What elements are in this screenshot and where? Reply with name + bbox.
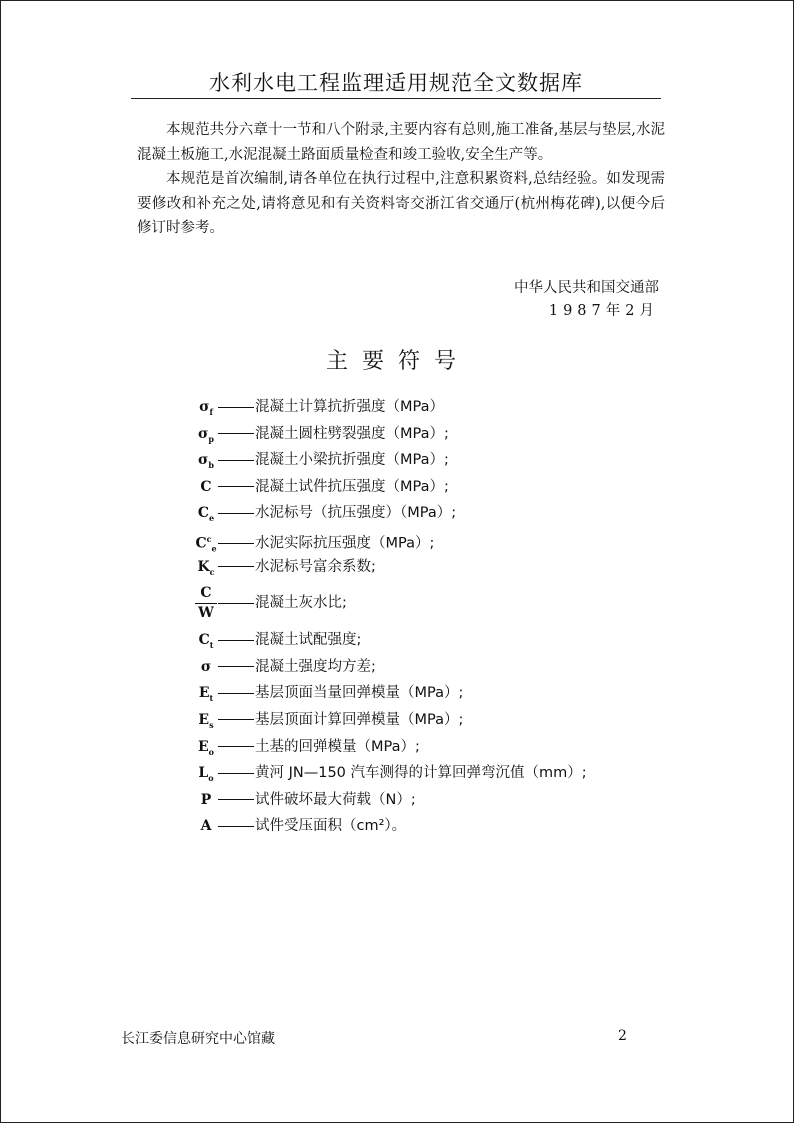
symbol-description: 混凝土强度均方差; xyxy=(255,658,376,675)
fraction-denominator: W xyxy=(198,604,214,621)
symbol-row xyxy=(195,446,587,473)
symbol-dash xyxy=(218,746,254,747)
header-title: 水利水电工程监理适用规范全文数据库 xyxy=(209,71,583,95)
symbols-title: 主要符号 xyxy=(325,349,470,374)
symbol-subscript: f xyxy=(209,406,213,417)
symbol-dash xyxy=(218,433,254,434)
symbol-dash xyxy=(218,460,254,461)
symbol-description: 土基的回弹模量（MPa）; xyxy=(255,738,420,755)
symbol-row xyxy=(195,420,587,447)
symbol-row xyxy=(195,653,587,680)
symbol-row xyxy=(195,759,587,786)
symbol-subscript: o xyxy=(208,772,214,783)
symbol-description: 混凝土计算抗折强度（MPa） xyxy=(255,399,444,415)
symbol-row xyxy=(195,579,587,626)
symbol-subscript: c xyxy=(209,566,215,577)
symbol-fraction xyxy=(195,585,217,622)
symbol-dash xyxy=(218,543,254,544)
symbol-row xyxy=(195,473,587,500)
symbol-description: 混凝土试件抗压强度（MPa）; xyxy=(255,478,449,495)
signature-org: 中华人民共和国交通部 xyxy=(514,280,659,296)
symbol-base: A xyxy=(200,818,212,835)
symbol xyxy=(195,813,217,840)
symbol-row xyxy=(195,553,587,580)
signature-date: 1987年2月 xyxy=(548,303,659,319)
symbol-subscript: e xyxy=(211,543,217,554)
symbol-description: 水泥实际抗压强度（MPa）; xyxy=(255,535,435,552)
symbol-dash xyxy=(218,826,254,827)
symbol-row xyxy=(195,812,587,839)
symbol-base: C xyxy=(197,505,210,522)
symbol-dash xyxy=(218,486,254,487)
symbol-description: 混凝土灰水比; xyxy=(255,595,347,612)
intro-text xyxy=(137,118,665,241)
symbol-description: 基层顶面计算回弹模量（MPa）; xyxy=(255,711,464,728)
symbol-description: 混凝土小梁抗折强度（MPa）; xyxy=(255,452,449,469)
symbol-row xyxy=(195,786,587,813)
symbol-base: E xyxy=(197,738,209,755)
symbol-dash xyxy=(218,640,254,641)
symbol-base: σ xyxy=(198,452,209,469)
symbol-base: C xyxy=(200,478,212,495)
symbol-description: 混凝土试配强度; xyxy=(255,632,362,649)
page-number: 2 xyxy=(618,1028,627,1044)
symbol-base: C xyxy=(195,535,207,552)
symbol xyxy=(195,474,217,501)
symbol-dash xyxy=(218,407,254,408)
symbol-row xyxy=(195,706,587,733)
symbol-dash xyxy=(218,603,254,604)
symbol-superscript: c xyxy=(206,533,212,544)
symbol-dash xyxy=(218,799,254,800)
symbol-subscript: t xyxy=(209,639,214,650)
symbol-description: 试件受压面积（cm²）。 xyxy=(255,818,407,835)
symbol-row xyxy=(195,393,587,420)
symbol xyxy=(195,787,217,814)
symbol-subscript: s xyxy=(209,719,214,730)
symbol-list xyxy=(195,393,587,839)
symbol-subscript: b xyxy=(208,459,214,470)
symbol-base: σ xyxy=(198,425,209,442)
symbol xyxy=(195,654,217,681)
symbol-base: σ xyxy=(199,399,210,415)
symbol-subscript: t xyxy=(209,693,214,704)
symbol-dash xyxy=(218,719,254,720)
symbol-description: 基层顶面当量回弹模量（MPa）; xyxy=(255,685,464,702)
header-divider xyxy=(131,98,661,99)
symbol-base: σ xyxy=(200,658,212,675)
symbol-row xyxy=(195,733,587,760)
symbol-base: C xyxy=(198,632,210,649)
symbol-description: 混凝土圆柱劈裂强度（MPa）; xyxy=(255,425,449,442)
symbol-dash xyxy=(218,513,254,514)
symbol-description: 水泥标号（抗压强度）（MPa）; xyxy=(255,505,457,522)
intro-paragraph-1: 本规范共分六章十一节和八个附录,主要内容有总则,施工准备,基层与垫层,水泥混凝土板施工,水泥混凝土路面质量检查和竣工验收,安全生产等。 xyxy=(137,122,665,163)
symbol-dash xyxy=(218,773,254,774)
symbol-description: 黄河 JN—150 汽车测得的计算回弹弯沉值（mm）; xyxy=(255,765,587,782)
symbol-row xyxy=(195,499,587,526)
symbol-dash xyxy=(218,693,254,694)
symbol-base: L xyxy=(198,765,209,782)
symbol-row xyxy=(195,626,587,653)
symbol-description: 试件破坏最大荷载（N）; xyxy=(255,791,416,808)
symbol-dash xyxy=(218,566,254,567)
symbol-dash xyxy=(218,666,254,667)
symbol-row xyxy=(195,679,587,706)
symbol-base: E xyxy=(198,711,210,728)
symbol-subscript: o xyxy=(208,746,214,757)
symbol-subscript: e xyxy=(209,513,215,524)
footer-archive-label: 长江委信息研究中心馆藏 xyxy=(121,1031,275,1047)
symbol-subscript: p xyxy=(208,433,214,444)
intro-paragraph-2: 本规范是首次编制,请各单位在执行过程中,注意积累资料,总结经验。如发现需要修改和补充之处,请将意见和有关资料寄交浙江省交通厅(杭州梅花碑),以便今后修订时参考。 xyxy=(137,171,665,236)
symbol-base: K xyxy=(197,558,210,575)
signature-block xyxy=(514,277,659,323)
symbol-description: 水泥标号富余系数; xyxy=(255,558,376,575)
fraction-numerator: C xyxy=(195,585,217,604)
symbol-row xyxy=(195,526,587,553)
symbol-base: E xyxy=(198,685,210,702)
symbol-base: P xyxy=(200,791,212,808)
